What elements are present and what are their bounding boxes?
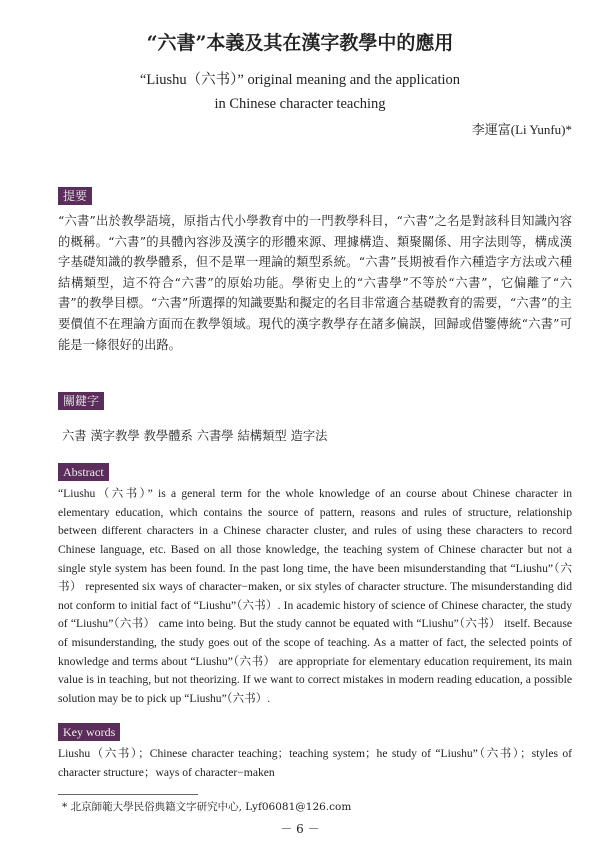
english-title-line-2: in Chinese character teaching	[214, 96, 386, 112]
abstract-en-label-row	[58, 462, 572, 481]
footnote: * 北京師範大學民俗典籍文字研究中心, Lyf06081@126.com	[62, 801, 352, 814]
keywords-en-label: Key words	[58, 723, 120, 741]
abstract-cn-text: “六書”出於教學語境，原指古代小學教育中的一門教學科目，“六書”之名是對該科目知識內容的概稱。“六書”的具體內容涉及漢字的形體來源、理據構造、類聚關係、用字法則等，構成漢字基礎知識的教學體系，但不是單一理論的類型系統。“六書”長期被看作六種造字方法或六種結構類型，這不符合“六書”的原始功能。學術史上的“六書學”不等於“六書”，它偏離了“六書”的教學目標。“六書”所選擇的知識要點和擬定的名目非常適合基礎教育的需要，“六書”的主要價值不在理論方面而在教學領域。現代的漢字教學存在諸多偏誤，回歸或借鑒傳統“六書”可能是一條很好的出路。	[58, 214, 572, 352]
footnote-divider	[58, 794, 198, 795]
abstract-en-label: Abstract	[58, 463, 109, 481]
keywords-en-label-row	[58, 722, 572, 741]
keywords-cn-label: 關鍵字	[58, 392, 104, 410]
keywords-en-text: Liushu（六书）；Chinese character teaching；teaching system；he study of “Liushu”（六书）；styles of character structure；ways of character−maken	[58, 747, 572, 779]
author: 李運富(Li Yunfu)*	[471, 122, 572, 137]
paper-title: “六書”本義及其在漢字教學中的應用	[146, 32, 454, 54]
english-title-line-1: “Liushu（六书）” original meaning and the application	[139, 72, 461, 88]
page-number: － 6 －	[280, 822, 320, 837]
abstract-cn-label: 提要	[58, 187, 92, 205]
abstract-en-text: “Liushu（六书）” is a general term for the whole knowledge of an course about Chinese character in elementary education, which contains the source of pattern, reasons and rules of structure, relationship between different characters in a Chinese character cluster, and rules of using these characters to record Chinese language, etc. Based on all those knowledge, the teaching system of Chinese character but not a single style system has been found. In the past long time, the have been misunderstanding that “Liushu”（六书） represented six ways of character−maken, or six styles of character structure. The misunderstanding did not conform to initial fact of “Liushu”（六书）. In academic history of science of Chinese character, the study of “Liushu”（六书） came into being. But the study cannot be equated with “Liushu”（六书） itself. Because of misunderstanding, the study goes out of the scope of teaching. As a matter of fact, the selected points of knowledge and terms about “Liushu”（六书） are appropriate for elementary education requirement, its main value is in teaching, but not theorizing. If we want to correct mistakes in modern reading education, a possible solution may be to pick up “Liushu”（六书）.	[58, 487, 572, 705]
abstract-cn-label-row	[58, 186, 572, 205]
keywords-cn-label-row	[58, 391, 572, 410]
keywords-cn-text: 六書 漢字教學 教學體系 六書學 結構類型 造字法	[62, 429, 328, 444]
